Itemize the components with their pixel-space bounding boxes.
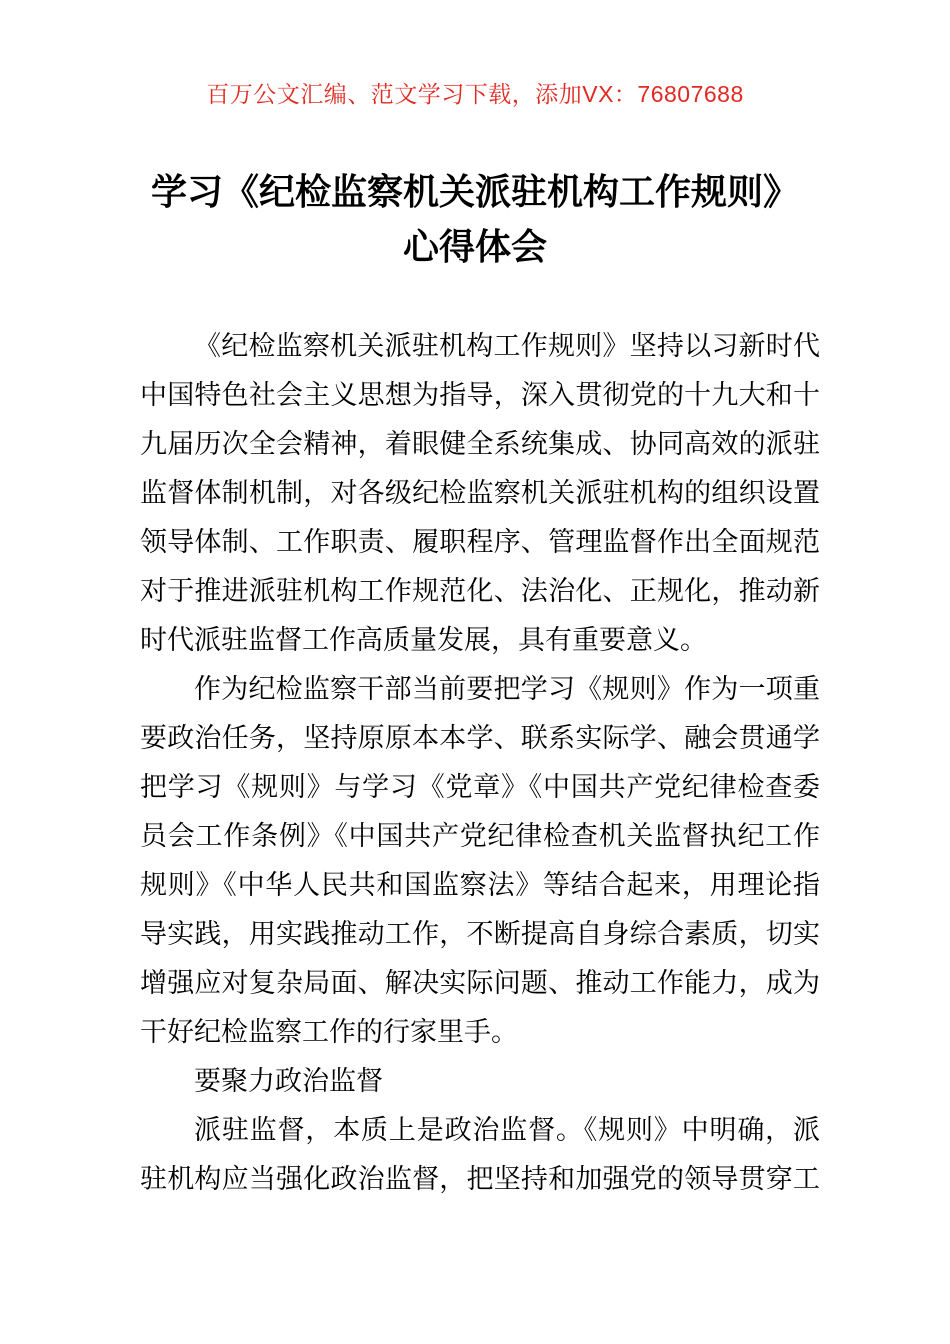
document-title	[0, 164, 950, 274]
text-line: 干好纪检监察工作的行家里手。	[140, 1017, 518, 1047]
text-line: 驻机构应当强化政治监督，把坚持和加强党的领导贯穿工	[140, 1164, 820, 1194]
paragraph	[140, 665, 820, 1057]
paragraph	[140, 1106, 820, 1204]
text-line: 时代派驻监督工作高质量发展，具有重要意义。	[140, 625, 707, 655]
text-line: 规则》《中华人民共和国监察法》等结合起来，用理论指	[140, 870, 820, 900]
document-body	[0, 322, 950, 1204]
text-line: 员会工作条例》《中国共产党纪律检查机关监督执纪工作	[140, 821, 820, 851]
text-line: 增强应对复杂局面、解决实际问题、推动工作能力，成为	[140, 968, 820, 998]
text-line: 要聚力政治监督	[194, 1066, 383, 1096]
title-line-2: 心得体会	[402, 226, 547, 267]
text-line: 导实践，用实践推动工作，不断提高自身综合素质，切实	[140, 919, 820, 949]
text-line: 《纪检监察机关派驻机构工作规则》坚持以习新时代	[194, 331, 820, 361]
text-line: 中国特色社会主义思想为指导，深入贯彻党的十九大和十	[140, 380, 820, 410]
watermark-banner: 百万公文汇编、范文学习下载，添加VX：76807688	[206, 81, 744, 107]
text-line: 派驻监督，本质上是政治监督。《规则》中明确，派	[194, 1115, 820, 1145]
paragraph	[140, 322, 820, 665]
text-line: 监督体制机制，对各级纪检监察机关派驻机构的组织设置	[140, 478, 820, 508]
text-line: 把学习《规则》与学习《党章》《中国共产党纪律检查委	[140, 772, 820, 802]
title-line-1: 学习《纪检监察机关派驻机构工作规则》	[150, 171, 799, 212]
text-line: 九届历次全会精神，着眼健全系统集成、协同高效的派驻	[140, 429, 820, 459]
text-line: 领导体制、工作职责、履职程序、管理监督作出全面规范	[140, 527, 820, 557]
text-line: 要政治任务，坚持原原本本学、联系实际学、融会贯通学	[140, 723, 820, 753]
text-line: 作为纪检监察干部当前要把学习《规则》作为一项重	[194, 674, 820, 704]
text-line: 对于推进派驻机构工作规范化、法治化、正规化，推动新	[140, 576, 820, 606]
paragraph	[140, 1057, 820, 1106]
